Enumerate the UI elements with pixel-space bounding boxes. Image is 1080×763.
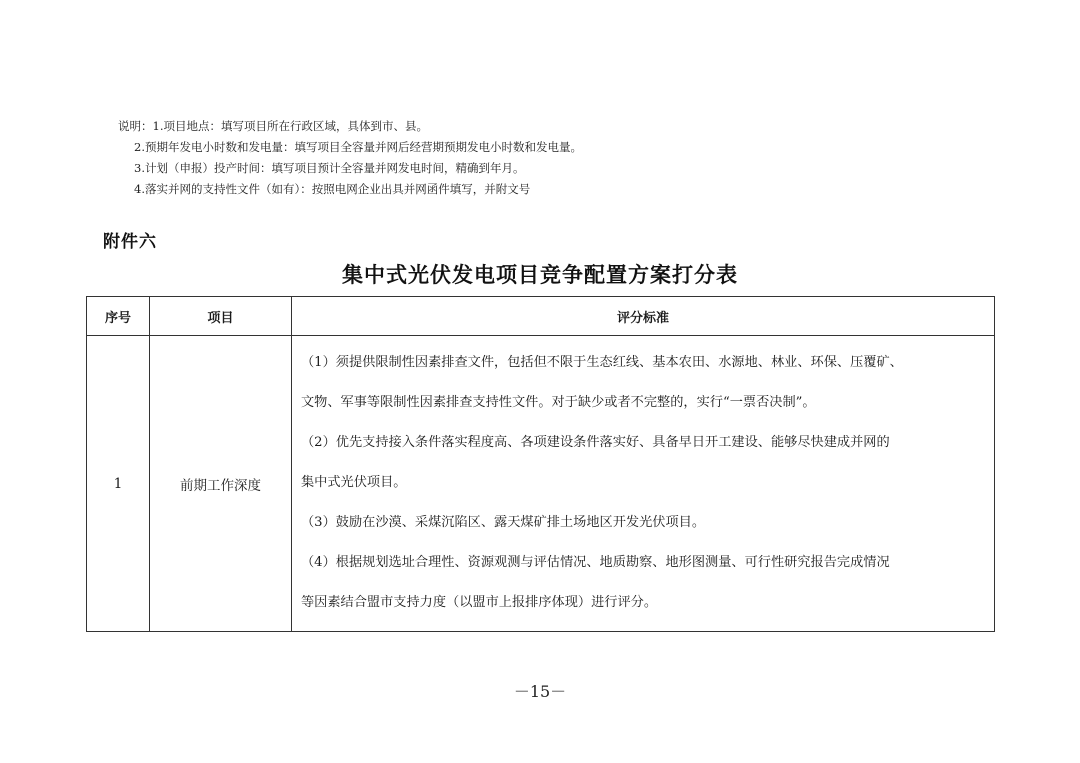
row-seq: 1	[87, 336, 150, 632]
table-row	[87, 336, 995, 632]
header-seq: 序号	[87, 297, 150, 336]
criteria-line: 集中式光伏项目。	[301, 475, 407, 490]
criteria-line: 文物、军事等限制性因素排查支持性文件。对于缺少或者不完整的，实行“一票否决制”。	[301, 395, 816, 410]
criteria-line: （4）根据规划选址合理性、资源观测与评估情况、地质勘察、地形图测量、可行性研究报告完成情况	[301, 555, 890, 570]
header-criteria: 评分标准	[292, 297, 995, 336]
criteria-line: 等因素结合盟市支持力度（以盟市上报排序体现）进行评分。	[301, 595, 658, 610]
criteria-line: （2）优先支持接入条件落实程度高、各项建设条件落实好、具备早日开工建设、能够尽快建成并网的	[301, 435, 890, 450]
note-line: 4.落实并网的支持性文件（如有）：按照电网企业出具并网函件填写，并附文号	[134, 182, 531, 196]
notes-section	[118, 116, 582, 200]
scoring-table	[86, 296, 995, 632]
note-line: 2.预期年发电小时数和发电量：填写项目全容量并网后经营期预期发电小时数和发电量。	[134, 140, 582, 154]
note-line: 说明：1.项目地点：填写项目所在行政区域，具体到市、县。	[118, 119, 428, 133]
row-item: 前期工作深度	[150, 336, 292, 632]
attachment-label: 附件六	[103, 232, 157, 252]
page-number: －15－	[513, 682, 567, 701]
note-line: 3.计划（申报）投产时间：填写项目预计全容量并网发电时间，精确到年月。	[134, 161, 525, 175]
criteria-line: （1）须提供限制性因素排查文件，包括但不限于生态红线、基本农田、水源地、林业、环保、压覆矿、	[301, 355, 903, 370]
criteria-line: （3）鼓励在沙漠、采煤沉陷区、露天煤矿排土场地区开发光伏项目。	[301, 515, 706, 530]
header-item: 项目	[150, 297, 292, 336]
document-title: 集中式光伏发电项目竞争配置方案打分表	[342, 262, 738, 287]
row-criteria	[292, 336, 995, 632]
table-header-row	[87, 297, 995, 336]
